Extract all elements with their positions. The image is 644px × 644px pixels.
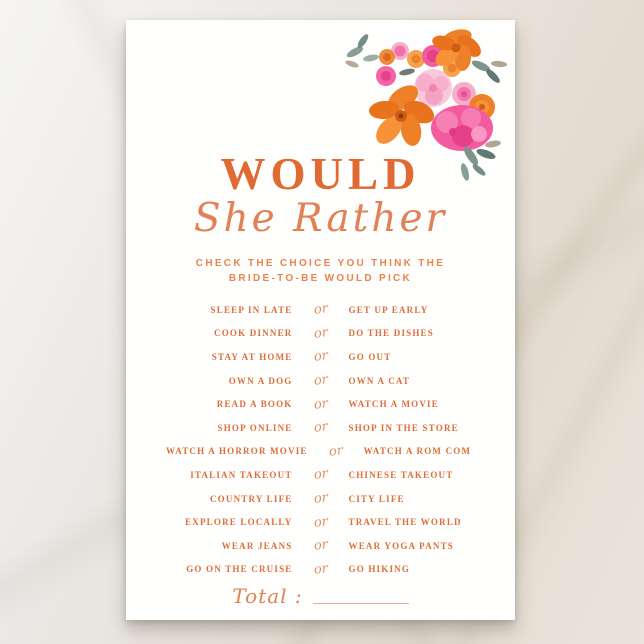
row-left-option: ITALIAN TAKEOUT <box>190 469 293 480</box>
total-label: Total : <box>232 584 303 608</box>
row-left-option: STAY AT HOME <box>211 351 293 362</box>
or-separator: or <box>312 348 329 366</box>
row-right-option: WATCH A ROM COM <box>363 446 472 457</box>
row-left-option: SHOP ONLINE <box>217 422 293 433</box>
row-left-option: COUNTRY LIFE <box>209 493 293 504</box>
row-right-option: WATCH A MOVIE <box>348 399 439 410</box>
row-right-option: GET UP EARLY <box>348 304 429 315</box>
row-right-option: GO OUT <box>348 351 392 362</box>
choice-row <box>166 463 475 487</box>
hot-pink-peony-icon <box>431 105 493 151</box>
row-right-option: WEAR YOGA PANTS <box>348 540 455 551</box>
choice-row <box>166 440 475 464</box>
or-separator: or <box>312 490 329 507</box>
choice-row <box>166 416 475 440</box>
instructions-line2: BRIDE-TO-BE WOULD PICK <box>228 273 413 284</box>
choice-row <box>166 345 475 369</box>
game-card <box>126 20 515 620</box>
row-right-option: OWN A CAT <box>348 375 411 386</box>
total-answer-line <box>313 603 409 604</box>
row-left-option: WATCH A HORROR MOVIE <box>166 446 308 457</box>
total-section <box>126 586 515 606</box>
row-right-option: CITY LIFE <box>348 493 405 504</box>
row-left-option: SLEEP IN LATE <box>210 304 293 315</box>
instructions-line1: CHECK THE CHOICE YOU THINK THE <box>195 258 446 269</box>
choice-row <box>166 298 475 322</box>
instructions <box>126 256 515 286</box>
row-left-option: OWN A DOG <box>228 375 293 386</box>
card-title: WOULD <box>220 149 421 199</box>
or-separator: or <box>312 301 329 318</box>
row-right-option: SHOP IN THE STORE <box>348 422 459 433</box>
row-left-option: COOK DINNER <box>214 328 293 339</box>
choice-row <box>166 392 475 416</box>
or-separator: or <box>312 513 329 531</box>
or-separator: or <box>312 372 329 389</box>
choice-row <box>166 534 475 558</box>
or-separator: or <box>312 561 329 578</box>
or-separator: or <box>312 466 329 484</box>
row-right-option: GO HIKING <box>348 564 411 575</box>
or-separator: or <box>312 537 329 554</box>
choice-row <box>166 510 475 534</box>
or-separator: or <box>312 395 329 413</box>
or-separator: or <box>312 325 329 342</box>
or-separator: or <box>327 443 344 460</box>
or-separator: or <box>312 419 329 436</box>
choice-row <box>166 322 475 346</box>
choices-list <box>166 298 475 581</box>
card-title-script: She Rather <box>193 196 448 241</box>
row-left-option: EXPLORE LOCALLY <box>185 517 293 528</box>
pink-peony-icon <box>414 69 452 107</box>
row-left-option: WEAR JEANS <box>221 540 293 551</box>
row-left-option: READ A BOOK <box>216 399 293 410</box>
choice-row <box>166 487 475 511</box>
row-left-option: GO ON THE CRUISE <box>186 564 293 575</box>
choice-row <box>166 558 475 582</box>
row-right-option: CHINESE TAKEOUT <box>348 469 454 480</box>
leaf-sprig-icon <box>344 33 379 69</box>
row-right-option: DO THE DISHES <box>348 328 434 339</box>
row-right-option: TRAVEL THE WORLD <box>348 517 462 528</box>
choice-row <box>166 369 475 393</box>
